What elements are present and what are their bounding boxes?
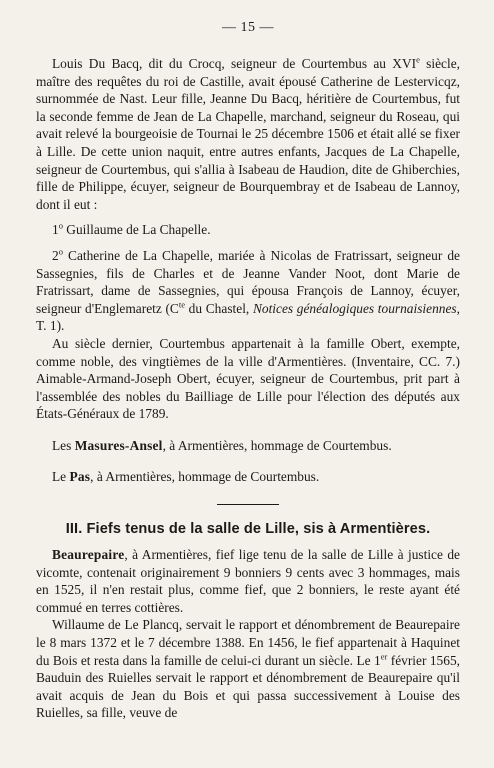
willaume-text-b: février 1565, Bauduin des Ruielles servait le rapport et dénombrement de Beaurepaire qu'il avait acquis de Jean du Bois et qui passa successivement à Louise des Ruielles, sa fille, veuve de [36,652,460,721]
pas-pre: Le [52,469,70,485]
item-2-text-b: du Chastel, [185,300,253,316]
paragraph-willaume [36,616,460,722]
item-1-text: Guillaume de La Chapelle. [62,222,211,238]
para1-text-a: Louis Du Bacq, dit du Crocq, seigneur de Courtembus au XVI [52,56,417,71]
para1-superscript: e [416,54,420,65]
beaurepaire-name: Beaurepaire [52,547,125,563]
section-divider [217,504,279,505]
paragraph-obert: Au siècle dernier, Courtembus appartenait à la famille Obert, exempte, comme noble, des vingtièmes de la ville d'Armentières. (Inventaire, CC. 7.) Aimable-Armand-Joseph Obert, écuyer, seigneur de Courtembus, prit part à l'assemblée des nobles du Bailliage de Lille pour l'élection des députés aux États-Généraux de 1789. [36,335,460,422]
masures-pre: Les [52,437,75,453]
section-heading: III. Fiefs tenus de la salle de Lille, sis à Armentières. [65,521,431,538]
masures-ansel-name: Masures-Ansel [74,437,163,453]
beaurepaire-text: , à Armentières, fief lige tenu de la salle de Lille à justice de vicomte, contenait originairement 9 bonniers 9 cents avec 3 hommages, mais en 1525, il n'en restait plus, comme fief, que 2 bonniers, le reste ayant été commué en terres cottières. [36,547,460,615]
item-1-number: 1 [52,222,59,238]
willaume-superscript: er [380,651,388,662]
paragraph-masures-ansel [36,437,460,455]
paragraph-beaurepaire [36,546,460,616]
item-2-text-c: , T. 1). [36,300,461,334]
para1-text-b: siècle, maître des requêtes du roi de Castille, avait épousé Catherine de Lestervicqz, surnommée de Nast. Leur fille, Jeanne Du Bacq, héritière de Courtembus, fut la seconde femme de Jean de La Chapelle, marchand, seigneur du Roseau, qui avait relevé la bourgeoisie de Tournai le 25 décembre 1506 et était allé se fixer à Lille. De cette union naquit, entre autres enfants, Jacques de La Chapelle, seigneur de Courtembus, qui s'allia à Isabeau de Haudion, dite de Ghiberchies, fille de Philippe, écuyer, seigneur de Bourquembray et de Isabeau de Lannoy, dont il eut : [36,56,460,212]
item-2-text-a: Catherine de La Chapelle, mariée à Nicolas de Fratrissart, seigneur de Sassegnies, fils de Charles et de Jeanne Vander Noot, dont Marie de Fratrissart, dame de Sassegnies, qui épousa François de Lannoy, écuyer, seigneur d'Englemaretz (C [36,247,460,316]
paragraph-item-2 [36,247,460,335]
item-2-superscript: o [58,246,63,257]
paragraph-pas [36,468,460,486]
paragraph-louis-du-bacq [36,55,460,213]
paragraph-item-1 [36,221,460,239]
item-2-superscript-te: te [178,299,186,310]
page-number: — 15 — [222,20,274,35]
item-2-number: 2 [52,247,59,263]
item-2-italic-title: Notices généalogiques tournaisiennes [252,300,457,316]
willaume-text-a: Willaume de Le Plancq, servait le rapport et dénombrement de Beaurepaire le 8 mars 1372 et le 7 décembre 1388. En 1456, le fief appartenait à Haquinet du Bois et resta dans la famille de celui-ci durant un siècle. Le 1 [36,617,460,668]
pas-name: Pas [69,469,91,485]
item-1-superscript: o [58,220,63,231]
masures-post: , à Armentières, hommage de Courtembus. [162,437,392,453]
pas-post: , à Armentières, hommage de Courtembus. [90,469,320,485]
